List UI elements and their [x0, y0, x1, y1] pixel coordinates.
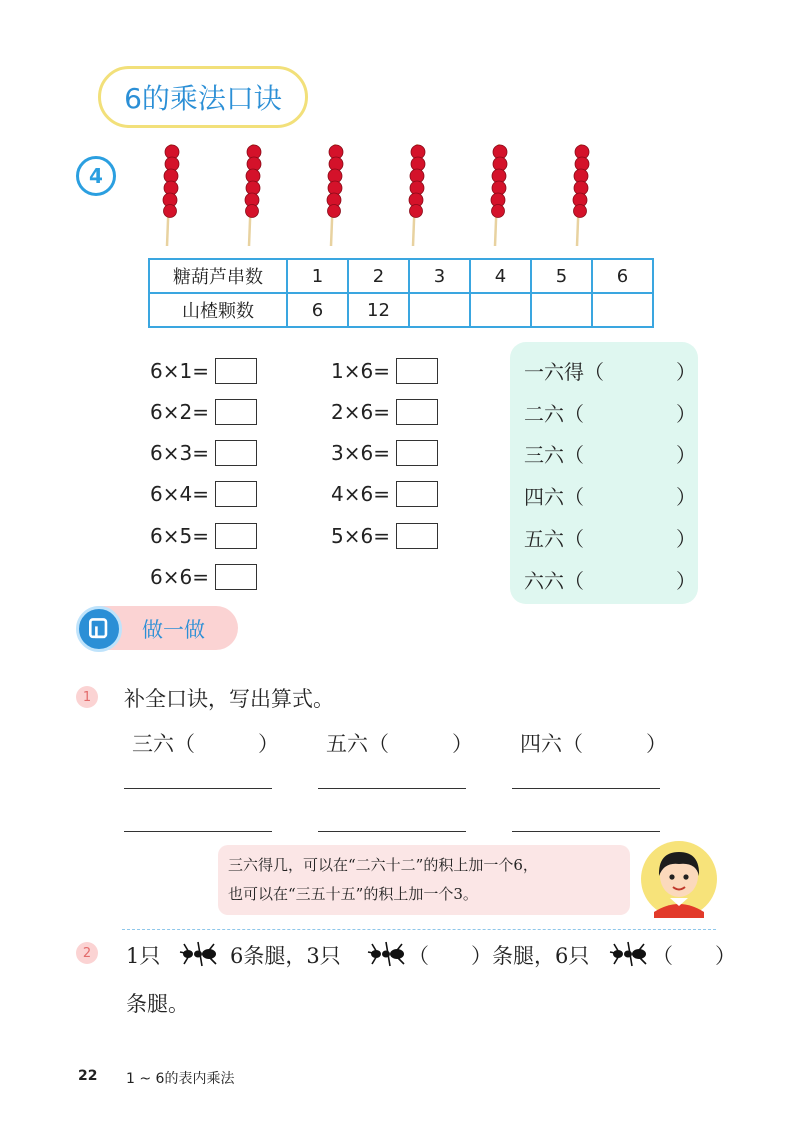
answer-box[interactable] [215, 358, 257, 384]
candied-haw-skewer-icon [238, 140, 268, 248]
rhyme-close: ） [676, 484, 696, 509]
ant-icon [366, 938, 410, 968]
equation [150, 523, 257, 549]
equation [150, 399, 257, 425]
question-text: 条腿。 [126, 992, 189, 1016]
divider [122, 929, 716, 930]
equation [331, 399, 438, 425]
rhyme-line: 一六得（ [524, 359, 604, 384]
equation-text: 6×1= [150, 359, 209, 383]
equation-text: 3×6= [331, 441, 390, 465]
skewer-count-table [148, 258, 654, 328]
answer-box[interactable] [215, 399, 257, 425]
table-cell: 4 [470, 259, 531, 293]
table-answer-cell[interactable] [470, 293, 531, 327]
answer-line[interactable] [318, 788, 466, 789]
equation [150, 481, 257, 507]
equation [331, 523, 438, 549]
equation-text: 6×3= [150, 441, 209, 465]
equation-text: 6×6= [150, 565, 209, 589]
rhyme-close: ） [676, 526, 696, 551]
answer-box[interactable] [396, 481, 438, 507]
answer-box[interactable] [396, 399, 438, 425]
equation-text: 2×6= [331, 400, 390, 424]
equation-text: 6×4= [150, 482, 209, 506]
hint-line: 也可以在“三五十五”的积上加一个3。 [228, 885, 478, 903]
candied-haw-skewer-icon [156, 140, 186, 248]
practice-icon [76, 606, 122, 652]
answer-box[interactable] [396, 358, 438, 384]
equation [331, 440, 438, 466]
candied-haw-skewer-icon [402, 140, 432, 248]
table-cell: 3 [409, 259, 470, 293]
equation-text: 6×5= [150, 524, 209, 548]
table-cell: 1 [287, 259, 348, 293]
rhyme-close: ） [258, 732, 279, 756]
equation-text: 1×6= [331, 359, 390, 383]
candied-haw-skewer-icon [484, 140, 514, 248]
candied-haw-skewer-icon [320, 140, 350, 248]
answer-line[interactable] [512, 831, 660, 832]
rhyme-line: 六六（ [524, 568, 584, 593]
rhyme-line: 四六（ [524, 484, 584, 509]
answer-line[interactable] [318, 831, 466, 832]
ant-icon [178, 938, 222, 968]
answer-line[interactable] [512, 788, 660, 789]
hint-line: 三六得几，可以在“二六十二”的积上加一个6， [228, 856, 538, 874]
rhyme-close: ） [676, 359, 696, 384]
example-number-badge: 4 [76, 156, 116, 196]
question-text: 6条腿，3只 [230, 944, 341, 968]
rhyme-close: ） [676, 442, 696, 467]
rhyme-close: ） [676, 568, 696, 593]
table-row-label: 山楂颗数 [149, 293, 287, 327]
equation [150, 564, 257, 590]
rhyme-line: 三六（ [524, 442, 584, 467]
question-prompt: 补全口诀，写出算式。 [124, 687, 334, 711]
rhyme-line: 二六（ [524, 401, 584, 426]
table-cell: 6 [592, 259, 653, 293]
table-row [149, 293, 653, 327]
question-text: （ ）条腿，6只 [408, 944, 590, 968]
equation [150, 358, 257, 384]
rhyme-item: 五六（ [326, 732, 389, 756]
equation [331, 481, 438, 507]
answer-line[interactable] [124, 831, 272, 832]
equation-text: 4×6= [331, 482, 390, 506]
candied-haw-skewer-icon [566, 140, 596, 248]
answer-box[interactable] [396, 440, 438, 466]
rhyme-item: 三六（ [132, 732, 195, 756]
answer-box[interactable] [215, 440, 257, 466]
page-number: 22 [78, 1068, 98, 1084]
equation [150, 440, 257, 466]
answer-box[interactable] [215, 564, 257, 590]
question-text: 1只 [126, 944, 161, 968]
table-cell: 5 [531, 259, 592, 293]
question-text: （ ） [652, 944, 736, 968]
equation-text: 5×6= [331, 524, 390, 548]
table-answer-cell[interactable] [531, 293, 592, 327]
equation [331, 358, 438, 384]
answer-box[interactable] [396, 523, 438, 549]
chapter-title: 1 ~ 6的表内乘法 [126, 1071, 235, 1087]
hint-bubble [218, 845, 630, 915]
table-answer-cell[interactable] [409, 293, 470, 327]
rhyme-close: ） [676, 401, 696, 426]
table-row [149, 259, 653, 293]
answer-box[interactable] [215, 481, 257, 507]
table-answer-cell[interactable] [592, 293, 653, 327]
question-number-badge: 2 [76, 942, 98, 964]
table-cell[interactable]: 12 [348, 293, 409, 327]
ant-icon [608, 938, 652, 968]
table-cell: 2 [348, 259, 409, 293]
rhyme-line: 五六（ [524, 526, 584, 551]
rhyme-close: ） [452, 732, 473, 756]
girl-avatar [640, 840, 718, 918]
table-cell: 6 [287, 293, 348, 327]
answer-line[interactable] [124, 788, 272, 789]
rhyme-item: 四六（ [520, 732, 583, 756]
answer-box[interactable] [215, 523, 257, 549]
table-row-label: 糖葫芦串数 [149, 259, 287, 293]
page-title: 6的乘法口诀 [98, 66, 308, 128]
equation-text: 6×2= [150, 400, 209, 424]
question-number-badge: 1 [76, 686, 98, 708]
section-label: 做一做 [142, 618, 205, 642]
rhyme-close: ） [646, 732, 667, 756]
